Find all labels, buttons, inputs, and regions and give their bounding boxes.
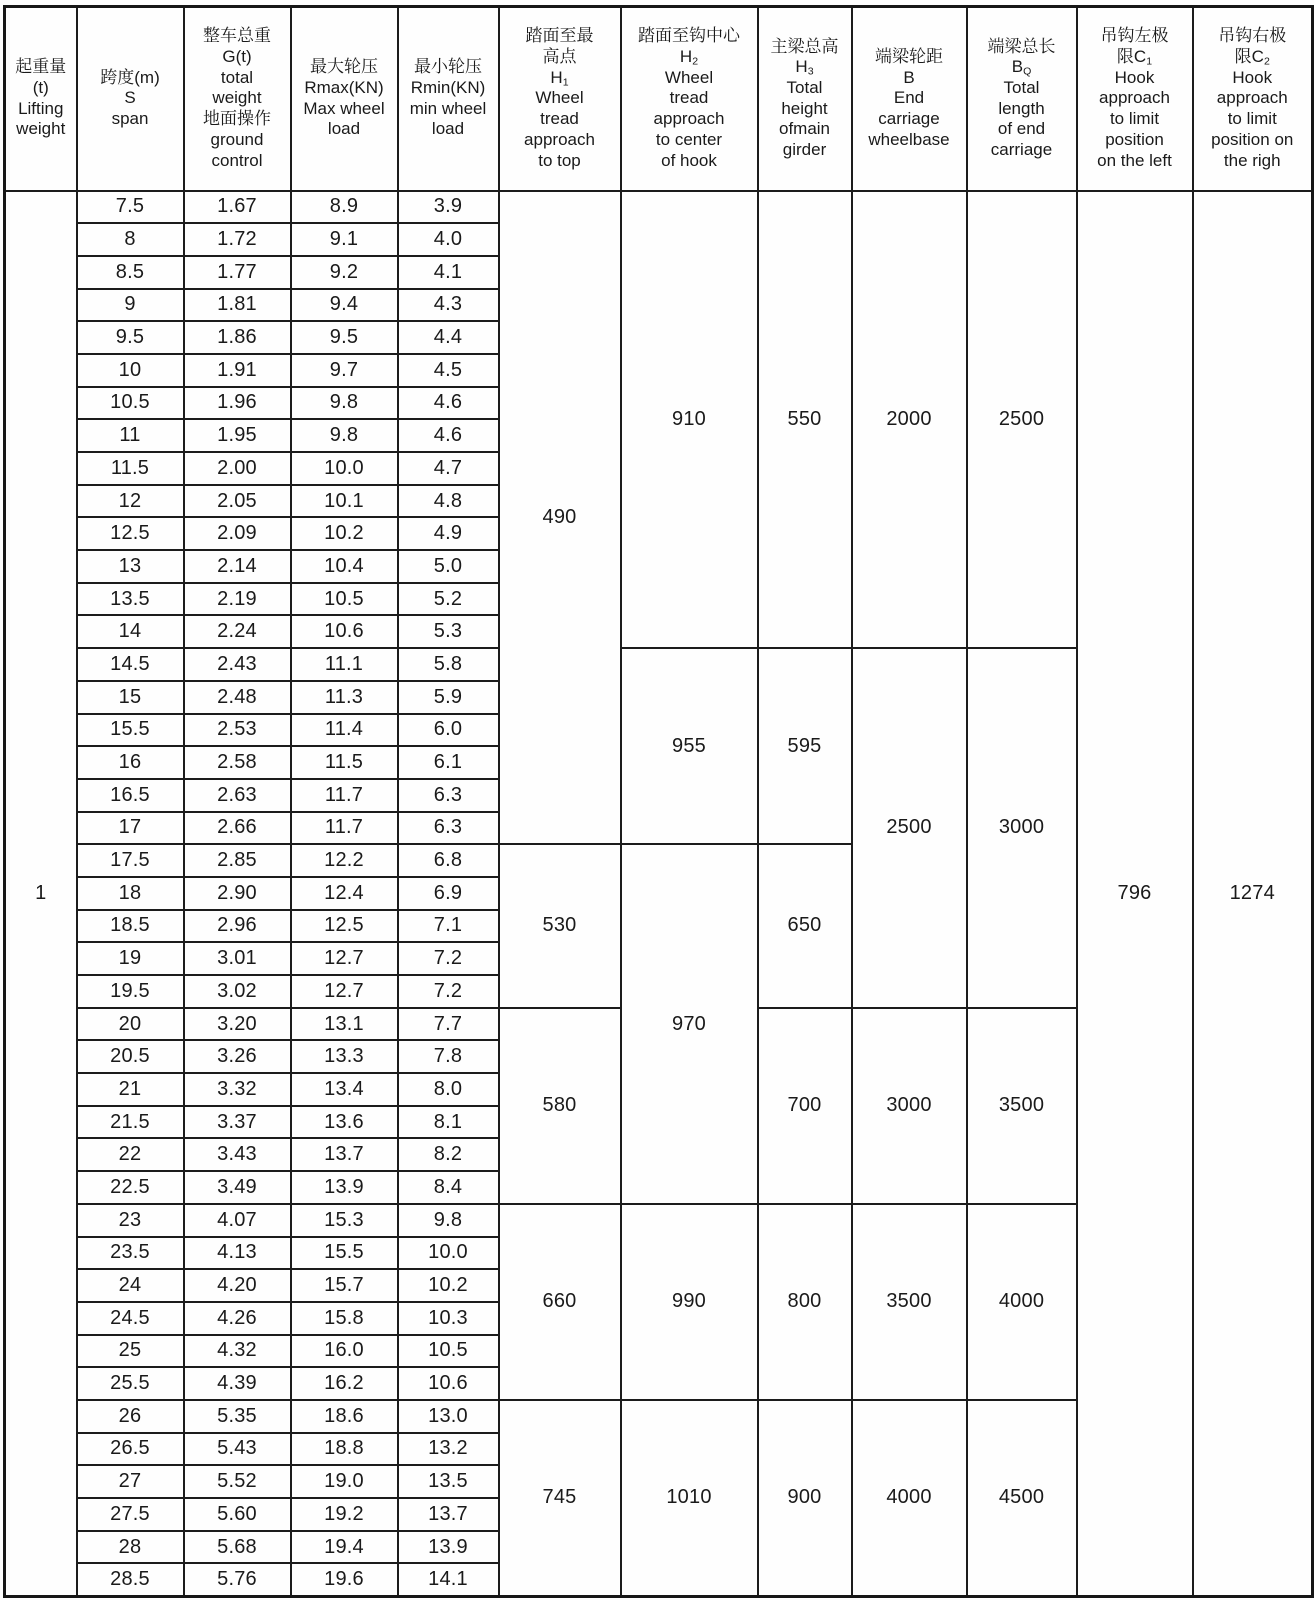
header-line: Wheel: [664, 67, 714, 87]
cell-g: 2.53: [184, 714, 291, 747]
header-line: 跨度(m): [100, 67, 160, 87]
header-line: (t): [32, 78, 49, 98]
cell-g: 5.43: [184, 1433, 291, 1466]
cell-rmin: 4.1: [398, 256, 499, 289]
cell-rmin: 4.3: [398, 289, 499, 322]
cell-span: 20.5: [77, 1040, 184, 1073]
header-line: 吊钩右极: [1218, 26, 1287, 46]
header-line: length: [998, 98, 1045, 118]
cell-rmin: 8.0: [398, 1073, 499, 1106]
cell-rmax: 13.6: [291, 1106, 398, 1139]
cell-g: 4.32: [184, 1335, 291, 1368]
header-line: to center: [655, 129, 723, 149]
cell-g: 2.58: [184, 746, 291, 779]
header-line: carriage: [878, 109, 940, 129]
cell-g: 2.63: [184, 779, 291, 812]
cell-span: 8.5: [77, 256, 184, 289]
cell-rmax: 19.6: [291, 1563, 398, 1596]
cell-g: 2.96: [184, 910, 291, 943]
cell-span: 15.5: [77, 714, 184, 747]
cell-rmax: 12.2: [291, 844, 398, 877]
cell-b-merged: 2000: [852, 191, 967, 649]
cell-rmin: 14.1: [398, 1563, 499, 1596]
cell-rmin: 7.2: [398, 975, 499, 1008]
cell-span: 26: [77, 1400, 184, 1433]
cell-rmax: 9.8: [291, 387, 398, 420]
cell-span: 20: [77, 1008, 184, 1041]
cell-g: 5.35: [184, 1400, 291, 1433]
cell-b-merged: 3500: [852, 1204, 967, 1400]
cell-g: 3.20: [184, 1008, 291, 1041]
cell-h1-merged: 530: [499, 844, 621, 1007]
cell-rmax: 11.7: [291, 812, 398, 845]
header-line: 端梁总长: [987, 36, 1056, 56]
cell-span: 17: [77, 812, 184, 845]
header-line: 限$C_2$: [1234, 46, 1270, 68]
header-line: End: [893, 88, 925, 108]
cell-b-merged: 4000: [852, 1400, 967, 1596]
cell-g: 1.72: [184, 223, 291, 256]
cell-rmax: 13.7: [291, 1138, 398, 1171]
header-line: ofmain: [778, 119, 831, 139]
header-line: on the left: [1097, 150, 1172, 170]
cell-rmin: 10.2: [398, 1269, 499, 1302]
cell-rmin: 4.4: [398, 321, 499, 354]
cell-h2-merged: 1010: [621, 1400, 758, 1596]
header-line: Hook: [1114, 67, 1155, 87]
col-header-lifting_weight: [5, 7, 77, 191]
cell-g: 2.00: [184, 452, 291, 485]
cell-rmin: 7.1: [398, 910, 499, 943]
header-line: 限$C_1$: [1116, 46, 1153, 68]
col-header-h3: [758, 7, 852, 191]
cell-span: 13: [77, 550, 184, 583]
cell-span: 27.5: [77, 1498, 184, 1531]
header-line: $B_Q$: [1011, 57, 1032, 78]
header-line: Rmin(KN): [410, 78, 486, 98]
cell-h3-merged: 650: [758, 844, 852, 1007]
cell-g: 2.14: [184, 550, 291, 583]
col-header-c1: [1077, 7, 1193, 191]
cell-rmax: 11.4: [291, 714, 398, 747]
cell-rmax: 10.1: [291, 485, 398, 518]
header-line: 主梁总高: [770, 36, 839, 56]
cell-rmax: 13.9: [291, 1171, 398, 1204]
cell-rmax: 13.1: [291, 1008, 398, 1041]
cell-h1-merged: 490: [499, 191, 621, 845]
cell-b-merged: 3000: [852, 1008, 967, 1204]
cell-rmax: 13.4: [291, 1073, 398, 1106]
header-line: approach: [653, 109, 725, 129]
header-line: of end: [997, 119, 1046, 139]
cell-span: 14.5: [77, 648, 184, 681]
cell-span: 9.5: [77, 321, 184, 354]
cell-b-merged: 2500: [852, 648, 967, 1008]
cell-span: 21: [77, 1073, 184, 1106]
header-line: to top: [538, 150, 581, 170]
header-line: $H_3$: [795, 57, 814, 78]
cell-rmin: 5.3: [398, 615, 499, 648]
cell-g: 1.91: [184, 354, 291, 387]
cell-g: 3.49: [184, 1171, 291, 1204]
cell-span: 22: [77, 1138, 184, 1171]
cell-h3-merged: 550: [758, 191, 852, 649]
header-line: total: [220, 67, 254, 87]
cell-g: 2.66: [184, 812, 291, 845]
cell-rmin: 9.8: [398, 1204, 499, 1237]
cell-rmin: 10.0: [398, 1237, 499, 1270]
header-line: S: [124, 88, 136, 108]
cell-rmax: 19.0: [291, 1465, 398, 1498]
cell-rmax: 12.4: [291, 877, 398, 910]
cell-rmin: 5.9: [398, 681, 499, 714]
cell-span: 25.5: [77, 1367, 184, 1400]
cell-rmax: 9.4: [291, 289, 398, 322]
header-line: approach: [1099, 88, 1170, 108]
cell-rmax: 12.7: [291, 975, 398, 1008]
cell-span: 23.5: [77, 1237, 184, 1270]
cell-bq-merged: 3500: [967, 1008, 1077, 1204]
header-line: tread: [669, 88, 709, 108]
cell-h3-merged: 900: [758, 1400, 852, 1596]
cell-rmin: 7.2: [398, 942, 499, 975]
cell-rmax: 10.6: [291, 615, 398, 648]
header-line: 踏面至钩中心: [638, 26, 740, 46]
cell-h3-merged: 595: [758, 648, 852, 844]
col-header-h2: [621, 7, 758, 191]
header-line: 起重量: [15, 57, 67, 77]
cell-h1-merged: 580: [499, 1008, 621, 1204]
cell-rmin: 6.0: [398, 714, 499, 747]
spec-table-body: [5, 191, 1313, 1597]
header-line: $H_2$: [679, 46, 699, 68]
cell-span: 9: [77, 289, 184, 322]
cell-rmax: 15.5: [291, 1237, 398, 1270]
cell-rmin: 13.9: [398, 1531, 499, 1564]
header-line: 高点: [542, 46, 577, 66]
header-line: to limit: [1227, 109, 1277, 129]
header-line: $H_1$: [550, 67, 569, 89]
cell-rmin: 4.6: [398, 387, 499, 420]
cell-rmax: 10.5: [291, 583, 398, 616]
cell-rmax: 15.3: [291, 1204, 398, 1237]
header-line: to limit: [1109, 109, 1160, 129]
cell-rmax: 12.7: [291, 942, 398, 975]
crane-spec-table: [3, 5, 1314, 1598]
spec-row-span-7.5: [5, 191, 1313, 224]
cell-h2-merged: 990: [621, 1204, 758, 1400]
cell-g: 1.77: [184, 256, 291, 289]
header-line: position on: [1211, 129, 1294, 149]
cell-rmax: 18.6: [291, 1400, 398, 1433]
cell-rmax: 19.4: [291, 1531, 398, 1564]
cell-h2-merged: 955: [621, 648, 758, 844]
cell-rmin: 10.6: [398, 1367, 499, 1400]
cell-h3-merged: 700: [758, 1008, 852, 1204]
cell-span: 23: [77, 1204, 184, 1237]
cell-g: 4.07: [184, 1204, 291, 1237]
cell-span: 7.5: [77, 191, 184, 224]
cell-span: 19.5: [77, 975, 184, 1008]
cell-span: 22.5: [77, 1171, 184, 1204]
header-line: 吊钩左极: [1100, 26, 1169, 46]
cell-g: 3.26: [184, 1040, 291, 1073]
cell-lifting_weight-merged: 1: [5, 191, 77, 1597]
header-line: G(t): [222, 46, 252, 66]
cell-span: 24.5: [77, 1302, 184, 1335]
header-line: of hook: [661, 150, 717, 170]
cell-rmax: 16.2: [291, 1367, 398, 1400]
cell-rmin: 6.3: [398, 779, 499, 812]
header-line: position: [1105, 129, 1164, 149]
header-line: weight: [212, 88, 262, 108]
cell-span: 14: [77, 615, 184, 648]
header-line: 最小轮压: [414, 57, 482, 77]
cell-rmin: 6.9: [398, 877, 499, 910]
cell-span: 28: [77, 1531, 184, 1564]
cell-g: 3.43: [184, 1138, 291, 1171]
header-line: min wheel: [409, 98, 487, 118]
cell-g: 5.68: [184, 1531, 291, 1564]
cell-rmin: 10.3: [398, 1302, 499, 1335]
cell-rmin: 8.4: [398, 1171, 499, 1204]
header-line: Hook: [1232, 67, 1273, 87]
cell-span: 18: [77, 877, 184, 910]
cell-rmax: 11.7: [291, 779, 398, 812]
cell-span: 12: [77, 485, 184, 518]
cell-g: 5.76: [184, 1563, 291, 1596]
cell-rmin: 5.2: [398, 583, 499, 616]
cell-rmin: 5.0: [398, 550, 499, 583]
cell-span: 27: [77, 1465, 184, 1498]
cell-rmin: 7.8: [398, 1040, 499, 1073]
cell-g: 3.02: [184, 975, 291, 1008]
cell-span: 24: [77, 1269, 184, 1302]
cell-rmin: 4.0: [398, 223, 499, 256]
cell-bq-merged: 2500: [967, 191, 1077, 649]
cell-rmin: 8.1: [398, 1106, 499, 1139]
header-line: weight: [16, 119, 66, 139]
col-header-h1: [499, 7, 621, 191]
cell-g: 1.81: [184, 289, 291, 322]
cell-g: 2.85: [184, 844, 291, 877]
cell-span: 12.5: [77, 517, 184, 550]
header-line: span: [111, 109, 149, 129]
cell-span: 15: [77, 681, 184, 714]
col-header-rmin: [398, 7, 499, 191]
cell-rmin: 13.2: [398, 1433, 499, 1466]
cell-rmax: 19.2: [291, 1498, 398, 1531]
cell-rmin: 6.3: [398, 812, 499, 845]
header-line: the righ: [1223, 150, 1281, 170]
header-line: 端梁轮距: [875, 46, 943, 66]
header-line: approach: [524, 129, 595, 149]
header-line: load: [327, 119, 361, 139]
cell-rmax: 12.5: [291, 910, 398, 943]
col-header-b: [852, 7, 967, 191]
cell-h3-merged: 800: [758, 1204, 852, 1400]
cell-span: 28.5: [77, 1563, 184, 1596]
cell-g: 4.13: [184, 1237, 291, 1270]
header-line: height: [781, 98, 828, 118]
header-line: control: [211, 150, 263, 170]
cell-rmax: 9.2: [291, 256, 398, 289]
cell-rmin: 3.9: [398, 191, 499, 224]
header-line: Wheel: [535, 88, 584, 108]
cell-span: 11.5: [77, 452, 184, 485]
header-row: [5, 7, 1313, 191]
cell-rmax: 10.0: [291, 452, 398, 485]
cell-rmax: 13.3: [291, 1040, 398, 1073]
cell-rmax: 11.5: [291, 746, 398, 779]
cell-rmax: 10.4: [291, 550, 398, 583]
cell-g: 2.90: [184, 877, 291, 910]
cell-span: 25: [77, 1335, 184, 1368]
header-line: Total: [786, 78, 823, 98]
cell-rmax: 15.7: [291, 1269, 398, 1302]
cell-h1-merged: 660: [499, 1204, 621, 1400]
cell-span: 21.5: [77, 1106, 184, 1139]
cell-rmax: 18.8: [291, 1433, 398, 1466]
col-header-g: [184, 7, 291, 191]
cell-span: 8: [77, 223, 184, 256]
cell-span: 10: [77, 354, 184, 387]
header-line: tread: [540, 109, 579, 129]
cell-span: 16.5: [77, 779, 184, 812]
cell-rmin: 8.2: [398, 1138, 499, 1171]
spec-table-header: [5, 7, 1313, 191]
header-line: ground: [210, 129, 264, 149]
cell-rmax: 11.3: [291, 681, 398, 714]
cell-g: 3.37: [184, 1106, 291, 1139]
cell-bq-merged: 3000: [967, 648, 1077, 1008]
cell-span: 10.5: [77, 387, 184, 420]
cell-rmin: 4.7: [398, 452, 499, 485]
header-line: 踏面至最: [525, 26, 594, 46]
header-line: load: [431, 119, 465, 139]
header-line: Rmax(KN): [304, 78, 384, 98]
cell-bq-merged: 4000: [967, 1204, 1077, 1400]
cell-bq-merged: 4500: [967, 1400, 1077, 1596]
cell-span: 17.5: [77, 844, 184, 877]
cell-g: 1.95: [184, 419, 291, 452]
cell-rmin: 4.9: [398, 517, 499, 550]
cell-rmax: 10.2: [291, 517, 398, 550]
header-line: Lifting: [18, 98, 64, 118]
cell-g: 2.09: [184, 517, 291, 550]
cell-h2-merged: 970: [621, 844, 758, 1204]
cell-g: 2.43: [184, 648, 291, 681]
cell-g: 2.19: [184, 583, 291, 616]
col-header-rmax: [291, 7, 398, 191]
cell-g: 1.96: [184, 387, 291, 420]
cell-rmin: 6.8: [398, 844, 499, 877]
header-line: carriage: [990, 140, 1053, 160]
cell-g: 4.39: [184, 1367, 291, 1400]
cell-g: 2.48: [184, 681, 291, 714]
header-line: wheelbase: [868, 129, 950, 149]
cell-rmin: 13.5: [398, 1465, 499, 1498]
header-line: 最大轮压: [310, 57, 378, 77]
cell-span: 19: [77, 942, 184, 975]
cell-g: 4.20: [184, 1269, 291, 1302]
header-line: approach: [1216, 88, 1288, 108]
cell-rmin: 10.5: [398, 1335, 499, 1368]
header-line: Total: [1003, 78, 1040, 98]
header-line: Max wheel: [303, 98, 385, 118]
col-header-span: [77, 7, 184, 191]
cell-span: 18.5: [77, 910, 184, 943]
cell-rmin: 4.6: [398, 419, 499, 452]
cell-rmin: 13.0: [398, 1400, 499, 1433]
cell-g: 4.26: [184, 1302, 291, 1335]
header-line: girder: [782, 140, 827, 160]
cell-g: 2.05: [184, 485, 291, 518]
cell-rmax: 9.8: [291, 419, 398, 452]
header-line: B: [903, 67, 915, 87]
cell-rmax: 9.1: [291, 223, 398, 256]
cell-rmax: 8.9: [291, 191, 398, 224]
cell-rmin: 13.7: [398, 1498, 499, 1531]
cell-rmax: 9.5: [291, 321, 398, 354]
cell-span: 16: [77, 746, 184, 779]
cell-g: 5.60: [184, 1498, 291, 1531]
cell-h2-merged: 910: [621, 191, 758, 649]
cell-g: 1.86: [184, 321, 291, 354]
cell-g: 3.01: [184, 942, 291, 975]
header-line: 地面操作: [203, 109, 271, 129]
header-line: 整车总重: [203, 26, 271, 46]
cell-g: 3.32: [184, 1073, 291, 1106]
cell-rmax: 15.8: [291, 1302, 398, 1335]
cell-rmax: 11.1: [291, 648, 398, 681]
cell-rmax: 9.7: [291, 354, 398, 387]
cell-span: 11: [77, 419, 184, 452]
cell-h1-merged: 745: [499, 1400, 621, 1596]
cell-g: 5.52: [184, 1465, 291, 1498]
cell-rmax: 16.0: [291, 1335, 398, 1368]
cell-g: 2.24: [184, 615, 291, 648]
cell-c2-merged: 1274: [1193, 191, 1313, 1597]
col-header-c2: [1193, 7, 1313, 191]
cell-span: 26.5: [77, 1433, 184, 1466]
cell-rmin: 6.1: [398, 746, 499, 779]
cell-rmin: 4.8: [398, 485, 499, 518]
cell-rmin: 4.5: [398, 354, 499, 387]
col-header-bq: [967, 7, 1077, 191]
cell-c1-merged: 796: [1077, 191, 1193, 1597]
cell-span: 13.5: [77, 583, 184, 616]
cell-rmin: 7.7: [398, 1008, 499, 1041]
cell-rmin: 5.8: [398, 648, 499, 681]
cell-g: 1.67: [184, 191, 291, 224]
